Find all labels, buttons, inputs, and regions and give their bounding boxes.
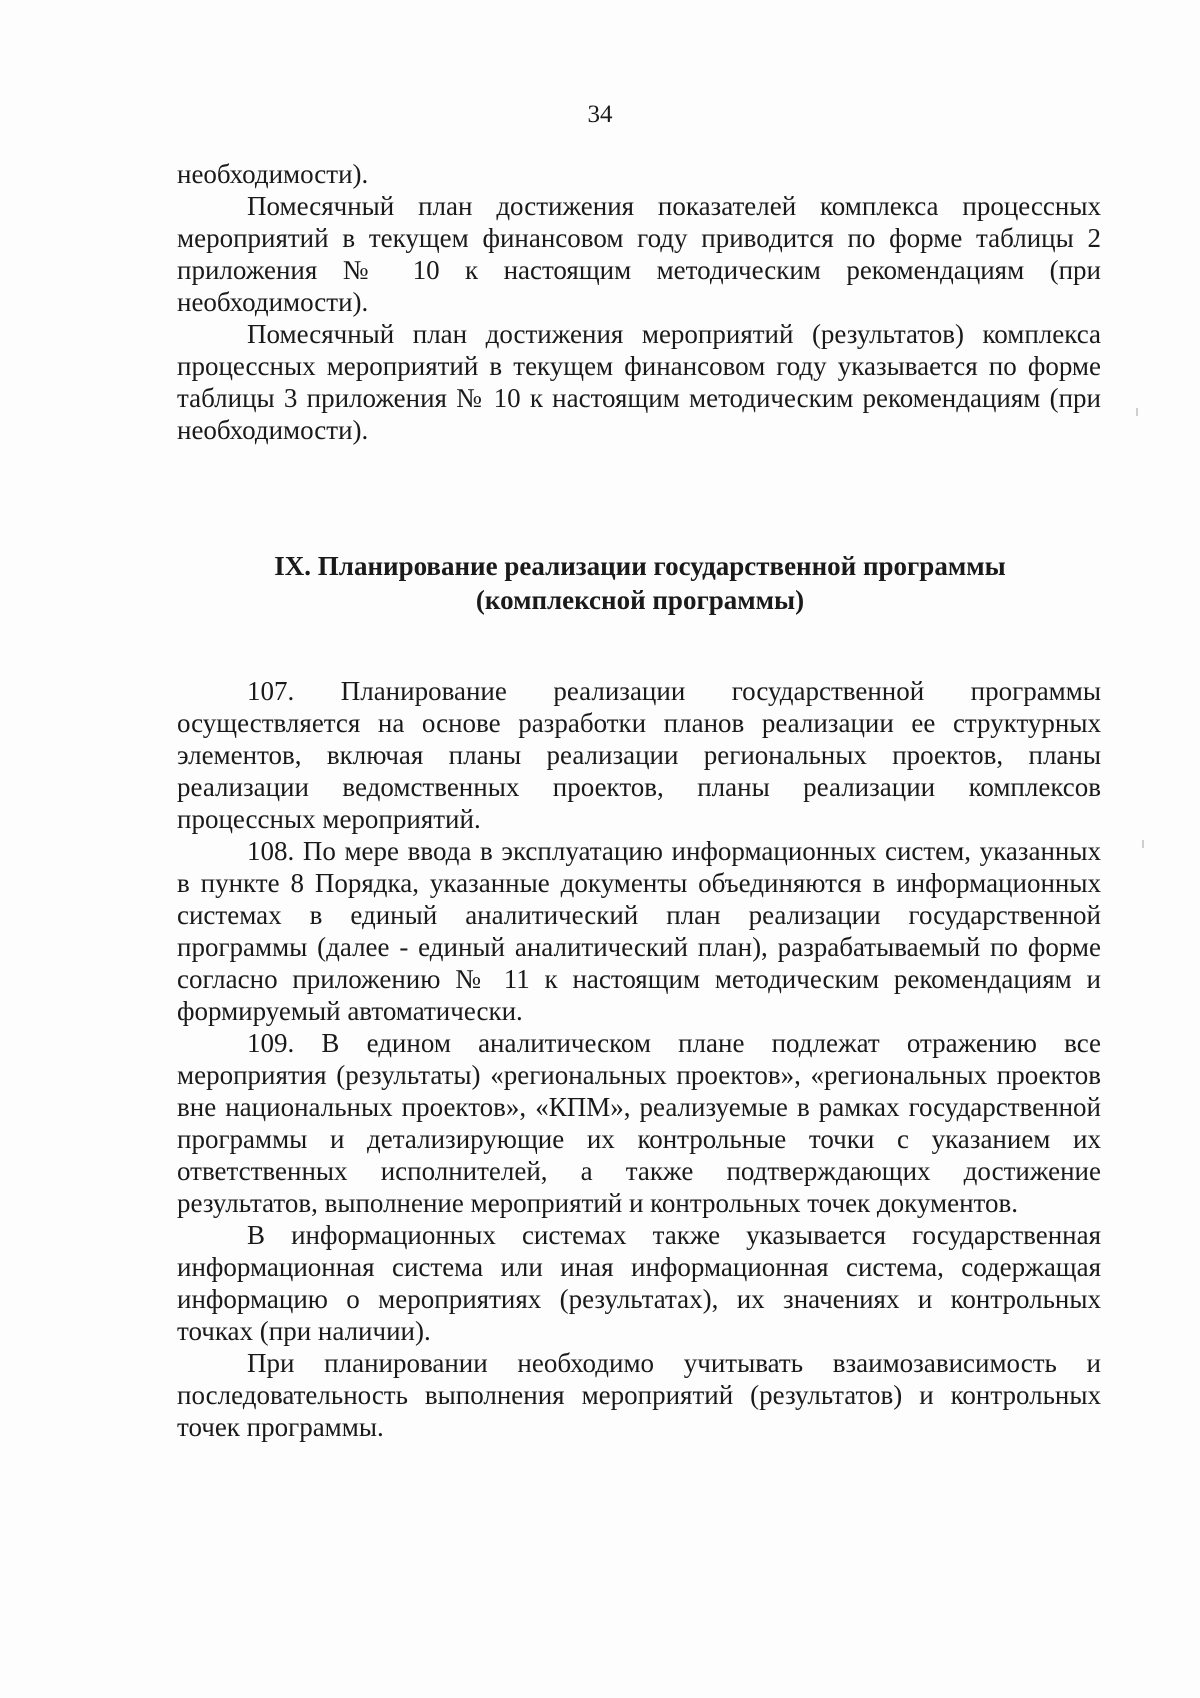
section-heading-line-2: (комплексной программы) [475, 585, 805, 615]
page-number: 34 [587, 101, 613, 128]
section-heading [230, 549, 1050, 617]
paragraph-monthly-indicators-plan: Помесячный план достижения показателей комплекса процессных мероприятий в текущем финансовом году приводится по форме таблицы 2 приложения № 10 к настоящим методическим рекомендациям (при необходимости). [177, 191, 1101, 317]
paragraph-109: 109. В едином аналитическом плане подлежат отражению все мероприятия (результаты) «региональных проектов», «региональных проектов вне национальных проектов», «КПМ», реализуемые в рамках государственной программы и детализирующие их контрольные точки с указанием их ответственных исполнителей, а также подтверждающих достижение результатов, выполнение мероприятий и контрольных точек документов. [177, 1028, 1101, 1218]
scan-mark [1136, 408, 1138, 416]
paragraph-107: 107. Планирование реализации государственной программы осуществляется на основе разработки планов реализации ее структурных элементов, включая планы реализации региональных проектов, планы реализации ведомственных проектов, планы реализации комплексов процессных мероприятий. [177, 676, 1101, 834]
paragraph-planning-interdependence: При планировании необходимо учитывать взаимозависимость и последовательность выполнения мероприятий (результатов) и контрольных точек программы. [177, 1348, 1101, 1442]
paragraph-monthly-measures-plan: Помесячный план достижения мероприятий (результатов) комплекса процессных мероприятий в текущем финансовом году указывается по форме таблицы 3 приложения № 10 к настоящим методическим рекомендациям (при необходимости). [177, 319, 1101, 445]
top-text-block [177, 158, 1101, 446]
paragraph-108: 108. По мере ввода в эксплуатацию информационных систем, указанных в пункте 8 Порядка, указанные документы объединяются в информационных системах в единый аналитический план реализации государственной программы (далее - единый аналитический план), разрабатываемый по форме согласно приложению № 11 к настоящим методическим рекомендациям и формируемый автоматически. [177, 836, 1101, 1026]
paragraph-continuation: необходимости). [177, 159, 369, 189]
main-text-block [177, 675, 1101, 1443]
paragraph-information-systems: В информационных системах также указывается государственная информационная система или иная информационная система, содержащая информацию о мероприятиях (результатах), их значениях и контрольных точках (при наличии). [177, 1220, 1101, 1346]
scan-mark [1142, 840, 1144, 848]
section-heading-line-1: IX. Планирование реализации государственной программы [274, 551, 1006, 581]
